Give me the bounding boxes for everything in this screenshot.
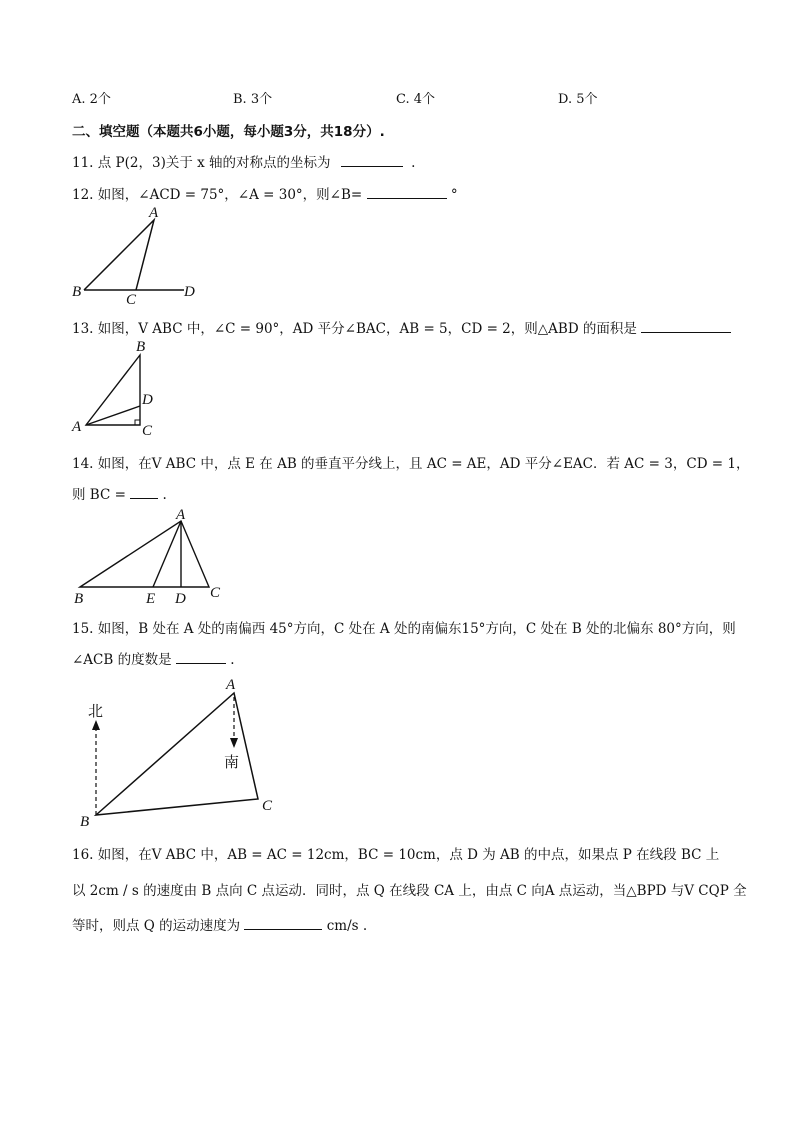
question-11-text: 11. 点 P(2，3)关于 x 轴的对称点的坐标为 [72,155,331,171]
figure-q15 [70,672,290,832]
label-d: D [142,392,153,408]
option-d: D. 5个 [558,92,598,107]
question-16-line3 [72,914,367,934]
question-15-tail: . [230,652,235,668]
option-a: A. 2个 [72,92,111,107]
question-12-text: 12. 如图，∠ACD = 75°，∠A = 30°，则∠B= [72,187,363,203]
south-arrowhead-icon [230,738,238,748]
label-c: C [126,292,137,308]
label-a: A [149,205,159,221]
answer-blank [367,186,447,199]
label-b: B [80,814,90,830]
question-15-text: ∠ACB 的度数是 [72,652,172,668]
figure-q13 [70,338,170,438]
question-15-line1: 15. 如图，B 处在 A 处的南偏西 45°方向，C 处在 A 处的南偏东15°方向，C 处在 B 处的北偏东 80°方向，则 [72,621,736,637]
label-north: 北 [88,702,104,720]
label-c: C [142,423,153,439]
answer-blank [341,154,403,167]
answer-blank [176,651,226,664]
answer-blank [641,320,731,333]
triangle-abc [80,521,209,587]
figure-q14 [60,505,240,605]
question-13 [72,317,731,337]
question-15-line2 [72,648,235,668]
question-11-tail: . [411,155,416,171]
question-16-line2: 以 2cm / s 的速度由 B 点向 C 点运动．同时，点 Q 在线段 CA 上，由点 C 向A 点运动，当△BPD 与V CQP 全 [72,883,747,899]
triangle-abc [84,220,154,290]
label-e: E [146,591,156,607]
question-16-tail: cm/s . [326,918,368,934]
label-b: B [72,284,82,300]
question-14-line2 [72,483,167,503]
label-c: C [262,798,273,814]
question-14-tail: . [162,487,167,503]
north-arrowhead-icon [92,720,100,730]
right-angle-mark [135,420,140,425]
label-a: A [176,507,186,523]
label-b: B [136,339,146,355]
figure-q12 [60,200,220,310]
label-b: B [74,591,84,607]
label-d: D [184,284,195,300]
answer-blank [130,486,158,499]
label-a: A [72,419,82,435]
label-c: C [210,585,221,601]
question-14-line1: 14. 如图，在V ABC 中，点 E 在 AB 的垂直平分线上，且 AC = AE，AD 平分∠EAC．若 AC = 3，CD = 1， [72,456,750,472]
question-12-tail: ° [450,187,458,203]
section-title: 二、填空题（本题共6小题，每小题3分，共18分）. [72,124,385,140]
question-16-text: 等时，则点 Q 的运动速度为 [72,918,241,934]
label-a: A [226,677,236,693]
option-b: B. 3个 [233,92,273,107]
label-d: D [175,591,186,607]
option-c: C. 4个 [396,92,436,107]
answer-blank [244,917,322,930]
question-11 [72,151,415,171]
triangle-abc [86,355,140,425]
question-14-text: 则 BC = [72,487,126,503]
label-south: 南 [224,753,240,771]
question-13-text: 13. 如图，V ABC 中，∠C = 90°，AD 平分∠BAC，AB = 5，CD = 2，则△ABD 的面积是 [72,321,637,337]
question-16-line1: 16. 如图，在V ABC 中，AB = AC = 12cm，BC = 10cm，点 D 为 AB 的中点，如果点 P 在线段 BC 上 [72,847,720,863]
